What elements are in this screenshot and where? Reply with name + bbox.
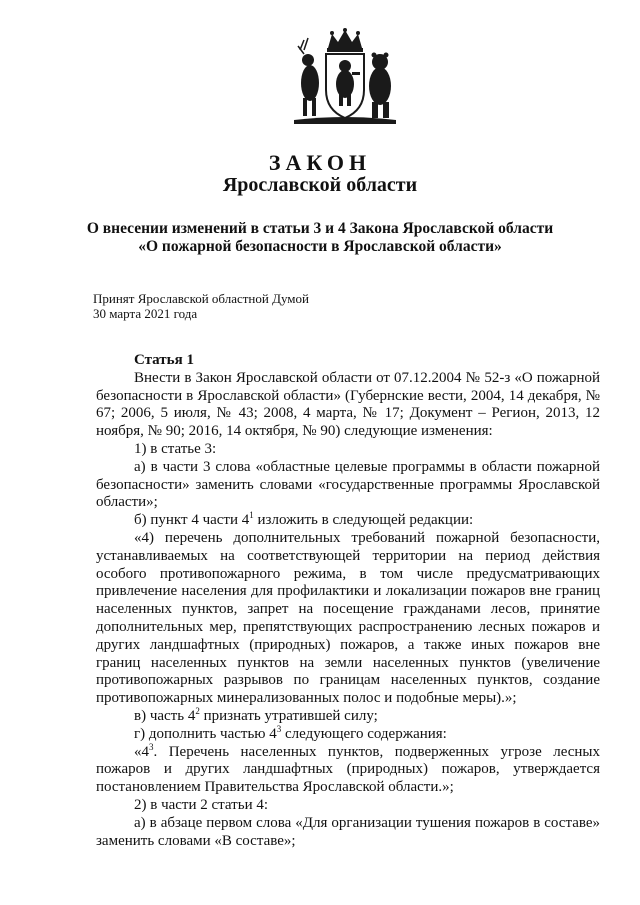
adoption-date: 30 марта 2021 года	[93, 306, 198, 321]
item-1g: г) дополнить частью $4^3$ следующего содержания:	[134, 723, 447, 742]
item-1a: а) в части 3 слова «областные целевые программы в области пожарной безопасности» заменить словами «государственные программы Ярославской области»;	[96, 458, 600, 511]
article-intro-paragraph: Внести в Закон Ярославской области от 07.12.2004 № 52-з «О пожарной безопасности в Ярославской области» (Губернские вести, 2004, 14 декабря, № 67; 2006, 5 июля, № 43; 2008, 4 марта, № 17; Документ – Регион, 2013, 12 ноября, № 90; 2016, 14 октября, № 90) следующие изменения:	[96, 369, 600, 440]
deer-supporter-icon	[298, 38, 319, 116]
item-1v: в) часть $4^2$ признать утратившей силу;	[134, 705, 378, 724]
ground-base	[294, 117, 396, 124]
item-1: 1) в статье 3:	[134, 440, 217, 457]
law-subtitle-line-2: «О пожарной безопасности в Ярославской области»	[138, 238, 502, 255]
region-title: Ярославской области	[222, 174, 418, 196]
quoted-point-4: «4) перечень дополнительных требований пожарной безопасности, устанавливаемых на соответствующей территории на период действия особого противопожарного режима, в том числе предусматривающих привлечение населения для профилактики и локализации пожаров вне границ населенных пунктов, запрет на посещение гражданами лесов, принятие дополнительных мер, препятствующих распространению лесных пожаров и других ландшафтных (природных) пожаров, а также иных пожаров вне границ населенных пунктов на земли населенных пунктов (увеличение противопожарных разрывов по границам населенных пунктов, создание противопожарных минерализованных полос и подобные меры).»;	[96, 529, 600, 707]
bear-icon	[336, 60, 360, 106]
crown-icon	[327, 28, 363, 52]
article-heading: Статья 1	[134, 352, 194, 368]
coat-of-arms-emblem	[290, 28, 400, 128]
item-2: 2) в части 2 статьи 4:	[134, 796, 269, 813]
quoted-part-4-3: «$4^3$. Перечень населенных пунктов, подверженных угрозе лесных пожаров и других ландшафтных (природных) пожаров, утверждается постановлением Правительства Ярославской области.»;	[96, 741, 600, 796]
law-subtitle-line-1: О внесении изменений в статьи 3 и 4 Закона Ярославской области	[86, 220, 554, 237]
article-body	[96, 352, 600, 850]
adoption-body: Принят Ярославской областной Думой	[93, 291, 309, 306]
document-type-title: ЗАКОН	[268, 150, 372, 175]
item-1b: б) пункт 4 части $4^1$ изложить в следующей редакции:	[134, 510, 474, 529]
bear-supporter-icon	[369, 53, 391, 119]
item-2a: а) в абзаце первом слова «Для организации тушения пожаров в составе» заменить словами «В составе»;	[96, 814, 600, 849]
